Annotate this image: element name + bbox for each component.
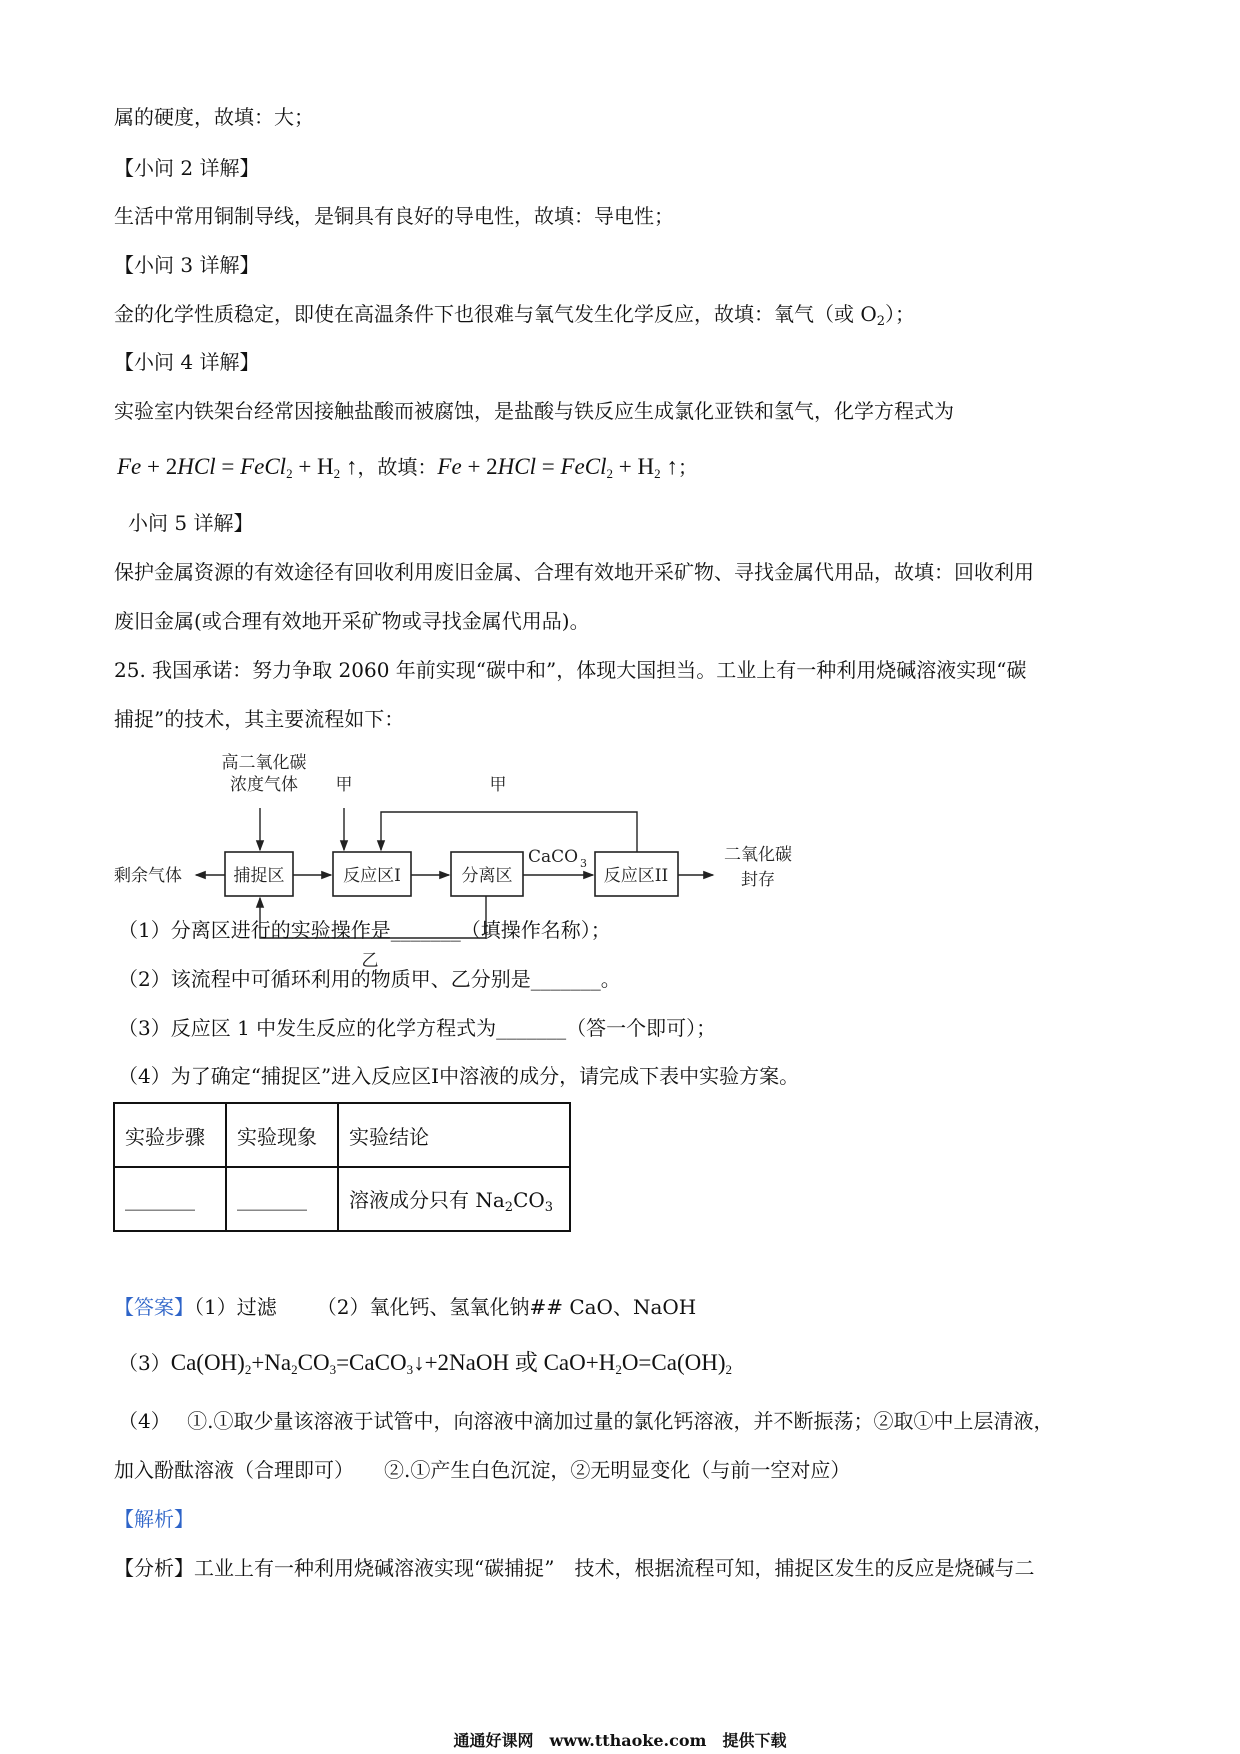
label: 捕捉区 [233,866,285,886]
header-cell: 实验现象 [226,1103,338,1167]
label: 反应区II [603,866,669,886]
analysis-tag: 【解析】 [114,1507,194,1531]
text-line: 实验室内铁架台经常因接触盐酸而被腐蚀，是盐酸与铁反应生成氯化亚铁和氢气，化学方程式为 [114,399,954,423]
text-line: 捕捉”的技术，其主要流程如下： [114,707,405,731]
conclusion-cell [338,1167,570,1231]
label: CaCO [528,847,579,867]
subquestion: （2）该流程中可循环利用的物质甲、乙分别是_______。 [118,967,621,991]
text-line: 生活中常用铜制导线，是铜具有良好的导电性，故填：导电性； [114,204,674,228]
text-line: 属的硬度，故填：大； [114,105,314,129]
experiment-table [113,1102,571,1232]
equation-line: Fe + 2HCl = FeCl$_2$ + $H_2$ ↑，故填：Fe + 2HCl = FeCl$_2$ + $H_2$ ↑； [117,454,698,481]
label: 3 [580,857,587,870]
table-row [114,1167,570,1231]
analysis-line: 【分析】工业上有一种利用烧碱溶液实现“碳捕捉” 技术，根据流程可知，捕捉区发生的反应是烧碱与二 [114,1556,1035,1580]
equation: Fe + 2HCl = FeCl$_2$ + $H_2$ ↑ [437,454,678,481]
table-header-row [114,1103,570,1167]
section-heading: 【小问 3 详解】 [114,253,260,277]
subquestion: （4）为了确定“捕捉区”进入反应区Ⅰ中溶液的成分，请完成下表中实验方案。 [118,1064,800,1088]
answer-line [114,1294,696,1320]
question-25: 25. 我国承诺：努力争取 2060 年前实现“碳中和”，体现大国担当。工业上有一种利用烧碱溶液实现“碳 [114,658,1027,682]
equation: $Ca(OH)_2+Na_2CO_3=CaCO_3↓+2NaOH$ 或 $CaO+H_2O=Ca(OH)_2$ [170,1350,732,1377]
answer-line: 加入酚酞溶液（合理即可） ②.①产生白色沉淀，②无明显变化（与前一空对应） [114,1458,851,1482]
blank-cell: _______ [114,1167,226,1231]
section-heading: 小问 5 详解】 [128,511,254,535]
subscript: 2 [504,1199,514,1215]
label: 乙 [361,951,379,971]
subscript: 2 [876,314,886,329]
answer-line: （4） ①.①取少量该溶液于试管中，向溶液中滴加过量的氯化钙溶液，并不断振荡；②取①中上层清液， [118,1409,1054,1433]
answer-tag: 【答案】 [114,1295,194,1319]
subquestion: （1）分离区进行的实验操作是_______（填操作名称）； [118,918,611,942]
label: 甲 [489,775,507,795]
text: （2）氧化钙、氢氧化钠## CaO、NaOH [316,1295,697,1319]
text-line: 保护金属资源的有效途径有回收利用废旧金属、合理有效地开采矿物、寻找金属代用品，故填：回收利用 [114,560,1034,584]
blank-cell: _______ [226,1167,338,1231]
section-heading: 【小问 4 详解】 [114,350,260,374]
text: ，故填： [357,455,438,479]
section-heading: 【小问 2 详解】 [114,156,260,180]
label: 反应区I [343,866,401,886]
text: 金的化学性质稳定，即使在高温条件下也很难与氧气发生化学反应，故填：氧气（或 O [114,302,877,326]
equation: Fe + 2HCl = FeCl$_2$ + $H_2$ ↑ [117,454,358,481]
text-line: 废旧金属(或合理有效地开采矿物或寻找金属代用品)。 [114,609,590,633]
label: 甲 [335,775,353,795]
text: CO [513,1187,545,1212]
label: 剩余气体 [114,866,182,886]
text: 溶液成分只有 Na [349,1187,505,1212]
label: 分离区 [461,866,513,886]
label: 高二氧化碳 [221,753,307,773]
header-cell: 实验步骤 [114,1103,226,1167]
subquestion: （3）反应区 1 中发生反应的化学方程式为_______（答一个即可）； [118,1016,717,1040]
header-cell: 实验结论 [338,1103,570,1167]
text: ）； [885,302,916,326]
footer-watermark: 通通好课网 www.tthaoke.com 提供下载 [453,1731,787,1750]
label: 封存 [741,870,775,890]
label: 二氧化碳 [724,845,792,865]
text: （1）过滤 [194,1295,277,1319]
loop-arrow-jia [381,812,637,852]
text: （3） [118,1351,171,1375]
answer-line [118,1350,732,1383]
subscript: 3 [544,1199,554,1215]
label: 浓度气体 [230,775,298,795]
